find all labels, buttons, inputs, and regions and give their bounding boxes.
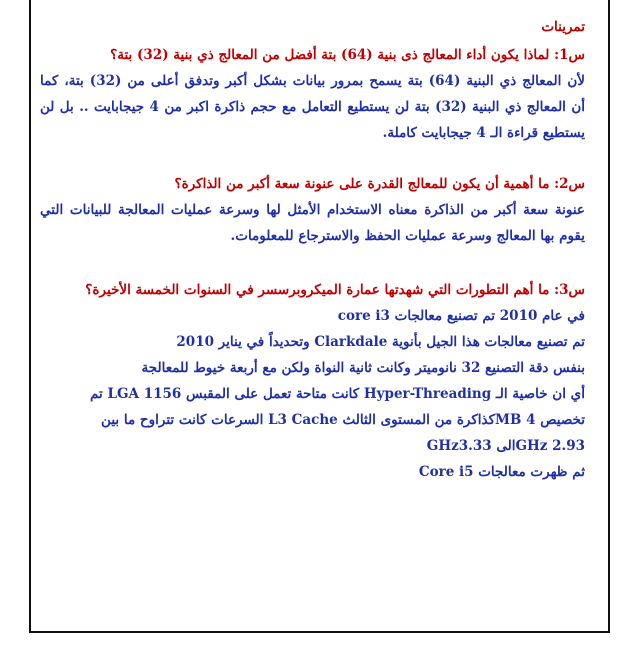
answer-2-line: عنونة سعة أكبر من الذاكرة معناه الاستخدام الأمثل لها وسرعة عمليات المعالجة للبيانات التي	[40, 202, 585, 218]
question-2-section	[40, 171, 585, 249]
answer-3-line: GHz 2.93الى GHz3.33	[426, 438, 585, 454]
answer-1-line: لأن المعالج ذي البنية (64) بتة يسمح بمرور بيانات بشكل أكبر وتدفق أعلى من (32) بتة، كما	[40, 73, 585, 89]
question-3-section	[40, 277, 585, 485]
document-body	[40, 12, 585, 485]
answer-1-line: أن المعالج ذي البنية (32) بتة لن يستطيع التعامل مع حجم ذاكرة اكبر من 4 جيجابايت .. بل لن	[40, 99, 585, 115]
question-1-section	[40, 42, 585, 146]
question-3: س3: ما أهم التطورات التي شهدتها عمارة الميكروبرسسر في السنوات الخمسة الأخيرة؟	[85, 282, 585, 298]
answer-3-line: في عام 2010 تم تصنيع معالجات core i3	[337, 308, 585, 324]
answer-3-line: تم تصنيع معالجات هذا الجيل بأنوية Clarkdale وتحديداً في يناير 2010	[176, 334, 585, 350]
answer-1-line: يستطيع قراءة الـ 4 جيجابايت كاملة.	[382, 125, 585, 141]
answer-3-line: تخصيص MB 4كذاكرة من المستوى الثالث L3 Cache السرعات كانت تتراوح ما بين	[101, 412, 585, 428]
answer-2-line: يقوم بها المعالج وسرعة عمليات الحفظ والاسترجاع للمعلومات.	[230, 228, 585, 244]
answer-3-line: أي ان خاصية الـ Hyper-Threading كانت متاحة تعمل على المقبس LGA 1156 تم	[90, 386, 585, 402]
answer-3-line: ثم ظهرت معالجات Core i5	[418, 464, 585, 480]
question-1: س1: لماذا يكون أداء المعالج ذى بنية (64) بتة أفضل من المعالج ذي بنية (32) بتة؟	[110, 47, 585, 63]
page-title: تمرينات	[541, 19, 585, 35]
question-2: س2: ما أهمية أن يكون للمعالج القدرة على عنونة سعة أكبر من الذاكرة؟	[174, 176, 585, 192]
answer-3-line: بنفس دقة التصنيع 32 نانوميتر وكانت ثانية النواة ولكن مع أربعة خيوط للمعالجة	[141, 360, 585, 376]
